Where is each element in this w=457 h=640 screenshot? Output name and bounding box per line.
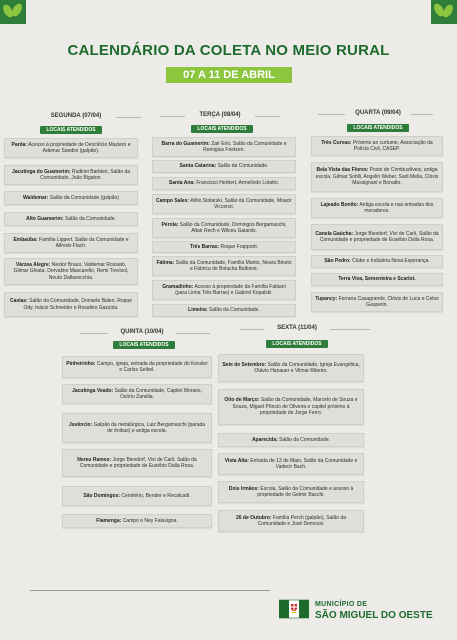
location-card: Embaúba: Família Lippert, Salão da Comunidade e Alfredo Flach. (4, 233, 138, 253)
location-card: Gramadinho: Acesso à propriedade da Família Fabiani (para Linha Três Barras) e Gabriel Kopalski. (152, 280, 296, 300)
location-card: Jacutinga Veado: Salão da Comunidade, Capitel Moraes, Osório Zanella. (62, 384, 212, 404)
served-locations-badge: LOCAIS ATENDIDOS (113, 341, 175, 349)
page-title: CALENDÁRIO DA COLETA NO MEIO RURAL (67, 42, 390, 59)
location-card: Santa Catarina: Salão da Comunidade. (152, 160, 296, 173)
location-card: Três Barras: Roque Frapporti. (152, 241, 296, 253)
location-card: Caxias: Salão da Comunidade, Doniarte Balen, Roque Ody, Inácio Schneider e Rosalino Gazzola. (4, 292, 138, 317)
location-card: São Pedro: Clube e Indústria Nova Esperança. (311, 255, 443, 268)
location-card: Pérola: Salão da Comunidade, Domingos Bergamaschi, Altair Rech e Wilceu Gaiardo. (152, 218, 296, 238)
location-card: Terra Viva, Sementeira e Scariot. (311, 273, 443, 286)
day-title-sex: SEXTA (11/04) (264, 325, 330, 331)
location-card: Alto Guamerim: Salão da Comunidade. (4, 212, 138, 226)
location-card: Várzea Alegre: Nestor Braun, Valdemar Rossato, Gilmar Ghiata, Dorvalino Mascarello, Remi Trevisol, Neuto Dallavecchia. (4, 258, 138, 285)
date-range-badge: 07 A 11 DE ABRIL (166, 67, 292, 83)
location-card: Três Curvas: Próximo ao curtume, Associação da Polícia Civil, CASEP. (311, 136, 443, 156)
location-card: Waldemar: Salão da Comunidade (galpão) (4, 191, 138, 205)
location-card: Flamenga: Campo e Ney Falavigna. (62, 514, 212, 528)
location-card: Tupancy: Ferraria Casagrande, Clóvis de Luca e Celso Gasperin. (311, 292, 443, 312)
footer-municipio-label: MUNICÍPIO DE (315, 601, 368, 608)
leaf-corner-icon (0, 0, 26, 24)
location-card: 26 de Outubro: Família Perch (galpão), Salão da Comunidade e José Demossi. (218, 510, 364, 532)
served-locations-badge: LOCAIS ATENDIDOS (40, 126, 102, 134)
day-title-qui: QUINTA (10/04) (108, 329, 176, 335)
location-card: Aparecida: Salão da Comunidade. (218, 433, 364, 447)
served-locations-badge: LOCAIS ATENDIDOS (191, 125, 253, 133)
location-card: Sete de Setembro: Salão da Comunidade, Igreja Evangélica, Otávio Hanauer e Vilmar Ribeiro. (218, 354, 364, 382)
location-card: Vista Alta: Entrada de 13 de Maio, Salão da Comunidade e Vadecir Bach. (218, 453, 364, 475)
location-card: Canela Gaúcha: Jorge Biesdorf, Vivi de Carli, Salão da Comunidade e propriedade de Eusébio Dalla Rosa. (311, 224, 443, 250)
location-card: Dois Irmãos: Escola, Salão da Comunidade e acesso à propriedade de Gelmir Bacchi. (218, 481, 364, 503)
served-locations-badge: LOCAIS ATENDIDOS (347, 124, 409, 132)
served-locations-badge: LOCAIS ATENDIDOS (266, 340, 328, 348)
footer-divider (30, 590, 270, 591)
municipal-crest-icon (279, 596, 309, 622)
location-card: Pinheirinho: Campo, igreja, entrada da propriedade do Kessler e Carlos Seibel. (62, 356, 212, 378)
location-card: Lajeado Bonito: Antiga escola e nas entradas dos moradores. (311, 198, 443, 218)
location-card: Jacutinga do Guamerim: Rudinei Barbieri, Salão da Comunidade, João Bigaton. (4, 165, 138, 185)
day-title-ter: TERÇA (08/04) (185, 112, 255, 118)
location-card: Bela Vista das Flores: Posto de Combustíveis, antiga escola, Gilmar Sotilli, Angelin Weber, Sadi Mella, Clóvis Massignani e Bonatto. (311, 162, 443, 192)
location-card: Limeira: Salão da Comunidade. (152, 304, 296, 317)
location-card: Parda: Acesso à propriedade de Deoclécio Maziero e Ademar Sandini (galpão). (4, 138, 138, 158)
location-card: Campo Sales: Atílio Stolarski, Salão da Comunidade, Moacir Viccenzi. (152, 194, 296, 214)
location-card: Juvêncio: Galpão da metalúrgica, Luiz Bergamaschi (parada de ônibus) e antiga escola. (62, 413, 212, 443)
day-title-qua: QUARTA (09/04) (345, 110, 411, 116)
footer-city-name: SÃO MIGUEL DO OESTE (315, 610, 433, 621)
day-title-seg: SEGUNDA (07/04) (36, 113, 116, 119)
location-card: Fátima: Salão da Comunidade, Família Manto, Neura Bineto e Fábrica de Bolacha Balbinot. (152, 256, 296, 276)
leaf-corner-icon (431, 0, 457, 24)
location-card: Oito de Março: Salão da Comunidade, Marcelo de Souza e Souza, Miguel Pôncio de Oliveira e capitel próximo à propriedade de Jorge Ferro. (218, 389, 364, 425)
location-card: Santa Ana: Francisco Herbert, Armelindo Lotatto. (152, 177, 296, 190)
location-card: Barra do Guamerim: Zair Erlo, Salão da Comunidade e Remigius Frietzen. (152, 137, 296, 157)
location-card: Nereu Ramos: Jorge Biesdorf, Vivi de Carli, Salão da Comunidade e propriedade de Eusébio Dalla Rosa. (62, 449, 212, 477)
location-card: São Domingos: Cemitério, Bender e Recalcatti. (62, 486, 212, 506)
